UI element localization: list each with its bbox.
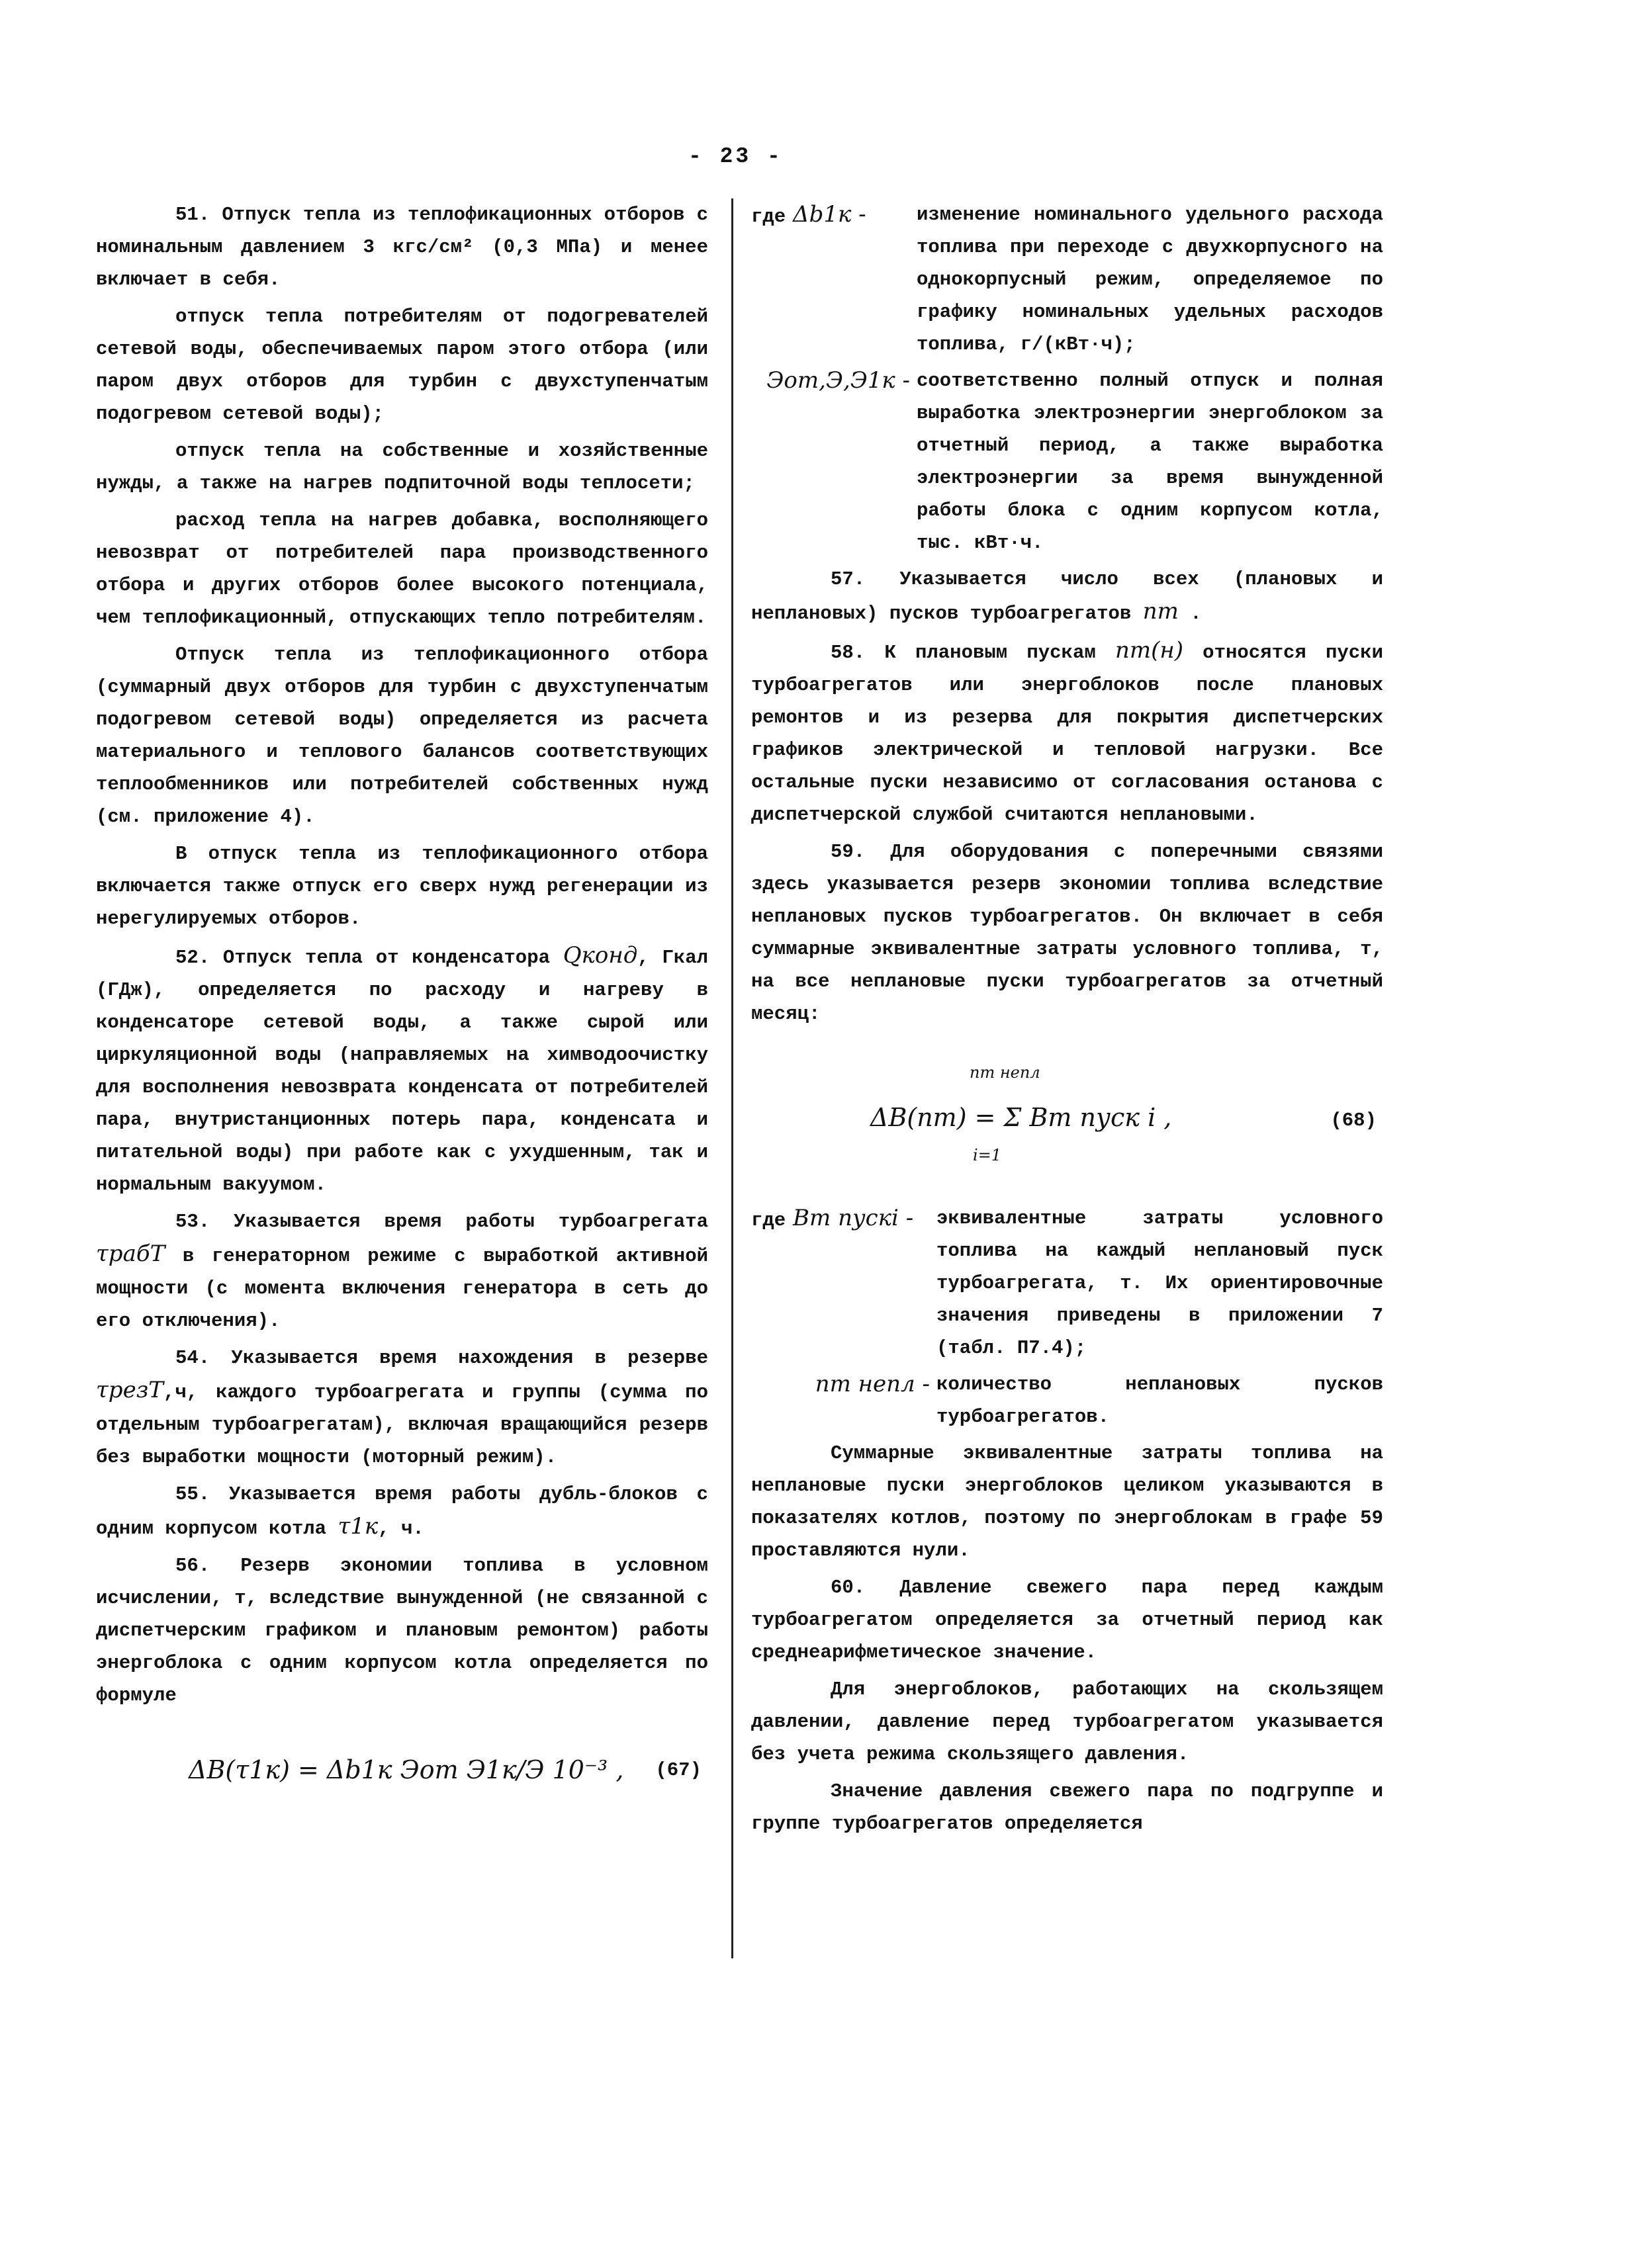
p58-start: 58. К плановым пускам bbox=[831, 642, 1096, 664]
paragraph-59: 59. Для оборудования с поперечными связями здесь указывается резерв экономии топлива вследствие неплановых пусков турбоагрегатов. Он включает в себя суммарные эквивалентные затраты условного топлива, т, на все неплановые пуски турбоагрегатов за отчетный месяц: bbox=[751, 841, 1383, 1025]
paragraph-54 bbox=[96, 1342, 708, 1473]
p58-rest: относятся пуски турбоагрегатов или энергоблоков после плановых ремонтов и из резерва для покрытия диспетчерских графиков электрической и тепловой нагрузки. Все остальные пуски независимо от согласования останова с диспетчерской службой считаются неплановыми. bbox=[751, 642, 1383, 826]
paragraph-52 bbox=[96, 939, 708, 1201]
p55-start: 55. Указывается время работы дубль-блоков с одним корпусом котла bbox=[96, 1483, 708, 1540]
delta-b1k-symbol: Δb1к - bbox=[793, 201, 866, 228]
b-pusk-symbol: Bт пускi - bbox=[793, 1205, 914, 1231]
paragraph-58 bbox=[751, 634, 1383, 831]
where-label: где bbox=[751, 206, 786, 228]
paragraph-51-a: отпуск тепла потребителям от подогревателей сетевой воды, обеспечиваемых паром этого отбора (или паром двух отборов для турбин с двухступенчатым подогревом сетевой воды); bbox=[96, 306, 708, 425]
legend-b-pusk bbox=[751, 1202, 1383, 1364]
paragraph-53 bbox=[96, 1205, 708, 1337]
formula-68 bbox=[751, 1050, 1383, 1189]
paragraph-60-b: Для энергоблоков, работающих на скользящем давлении, давление перед турбоагрегатом указывается без учета режима скользящего давления. bbox=[751, 1679, 1383, 1765]
n-t-symbol: nт bbox=[1142, 598, 1179, 625]
p54-rest: ,ч, каждого турбоагрегата и группы (сумма по отдельным турбоагрегатам), включая вращающийся резерв без выработки мощности (моторный режим). bbox=[96, 1381, 708, 1468]
paragraph-59-b: Суммарные эквивалентные затраты топлива на неплановые пуски энергоблоков целиком указываются в показателях котлов, поэтому по энергоблокам в графе 59 проставляются нули. bbox=[751, 1442, 1383, 1561]
formula-68-number: (68) bbox=[1330, 1110, 1377, 1131]
formula-68-expression: ΔB(nт) = Σ Bт пуск i , bbox=[870, 1103, 1172, 1132]
legend-symbol bbox=[751, 198, 917, 361]
paragraph-51-d: Отпуск тепла из теплофикационного отбора (суммарный двух отборов для турбин с двухступенчатым подогревом сетевой воды) определяется из расчета материального и теплового балансов соответствующих теплообменников или потребителей собственных нужд (см. приложение 4). bbox=[96, 644, 708, 828]
page-number: - 23 - bbox=[688, 144, 783, 169]
sum-lower-limit: i=1 bbox=[973, 1146, 1002, 1164]
p52-start: 52. Отпуск тепла от конденсатора bbox=[175, 947, 551, 969]
column-divider bbox=[731, 198, 733, 1958]
paragraph-51-b: отпуск тепла на собственные и хозяйственные нужды, а также на нагрев подпиточной воды теплосети; bbox=[96, 440, 708, 494]
legend-definition: эквивалентные затраты условного топлива на каждый неплановый пуск турбоагрегата, т. Их ориентировочные значения приведены в приложении 7 (табл. П7.4); bbox=[936, 1207, 1383, 1359]
legend-definition: изменение номинального удельного расхода топлива при переходе с двухкорпусного на однокорпусный режим, определяемое по графику номинальных удельных расходов топлива, г/(кВт·ч); bbox=[917, 204, 1383, 355]
right-column bbox=[751, 198, 1383, 1845]
paragraph-51-c: расход тепла на нагрев добавка, восполняющего невозврат от потребителей пара производственного отбора и других отборов более высокого потенциала, чем теплофикационный, отпускающих тепло потребителям. bbox=[96, 509, 708, 629]
paragraph-51: 51. Отпуск тепла из теплофикационных отборов с номинальным давлением 3 кгс/см² (0,3 МПа) и менее включает в себя. bbox=[96, 204, 708, 290]
legend-delta-b1k bbox=[751, 198, 1383, 361]
energy-symbols: Эот,Э,Э1к - bbox=[766, 367, 910, 394]
paragraph-60: 60. Давление свежего пара перед каждым турбоагрегатом определяется за отчетный период как среднеарифметическое значение. bbox=[751, 1577, 1383, 1663]
p53-rest: в генераторном режиме с выработкой активной мощности (с момента включения генератора в сеть до его отключения). bbox=[96, 1245, 709, 1332]
sum-upper-limit: nт непл bbox=[970, 1063, 1040, 1082]
where-label: где bbox=[751, 1209, 786, 1231]
paragraph-56: 56. Резерв экономии топлива в условном исчислении, т, вследствие вынужденной (не связанной с диспетчерским графиком и плановым ремонтом) работы энергоблока с одним корпусом котла определяется по формуле bbox=[96, 1555, 708, 1706]
p52-rest: , Гкал (ГДж), определяется по расходу и нагреву в конденсаторе сетевой воды, а также сырой или циркуляционной воды (направляемых на химводоочистку для восполнения невозврата конденсата от потребителей пара, внутристанционных потерь пара, конденсата и питательной воды) при работе как с ухудшенным, так и нормальным вакуумом. bbox=[96, 947, 708, 1196]
paragraph-51-e: В отпуск тепла из теплофикационного отбора включается также отпуск его сверх нужд регенерации из нерегулируемых отборов. bbox=[96, 843, 708, 930]
q-kond-symbol: Qконд bbox=[563, 942, 638, 969]
left-column bbox=[96, 198, 708, 1829]
legend-symbol bbox=[751, 1202, 936, 1364]
p54-start: 54. Указывается время нахождения в резерве bbox=[175, 1347, 708, 1369]
paragraph-57 bbox=[751, 563, 1383, 630]
p57-rest: . bbox=[1190, 603, 1202, 625]
legend-definition: соответственно полный отпуск и полная выработка электроэнергии энергоблоком за отчетный период, а также выработка электроэнергии за время вынужденной работы блока с одним корпусом котла, тыс. кВт·ч. bbox=[917, 370, 1383, 554]
paragraph-55 bbox=[96, 1478, 708, 1545]
tau-rez-symbol: τрезТ bbox=[96, 1377, 163, 1403]
formula-67-expression: ΔB(τ1к) = Δb1к Эот Э1к/Э 10⁻³ , bbox=[189, 1755, 624, 1784]
n-nepl-symbol: nт непл - bbox=[815, 1371, 930, 1397]
tau-rab-symbol: τрабТ bbox=[96, 1241, 165, 1267]
p57-start: 57. Указывается число всех (плановых и неплановых) пусков турбоагрегатов bbox=[751, 568, 1383, 625]
n-t-planned-symbol: nт(н) bbox=[1114, 637, 1183, 664]
formula-67-number: (67) bbox=[655, 1759, 702, 1781]
formula-67 bbox=[96, 1737, 708, 1816]
p55-rest: , ч. bbox=[378, 1518, 424, 1540]
tau-1k-symbol: τ1к bbox=[338, 1513, 379, 1540]
p53-start: 53. Указывается время работы турбоагрегата bbox=[175, 1211, 708, 1233]
paragraph-60-c: Значение давления свежего пара по подгруппе и группе турбоагрегатов определяется bbox=[751, 1780, 1383, 1835]
legend-definition: количество неплановых пусков турбоагрегатов. bbox=[936, 1374, 1383, 1428]
legend-n-nepl bbox=[751, 1368, 1383, 1433]
legend-energy bbox=[751, 365, 1383, 559]
